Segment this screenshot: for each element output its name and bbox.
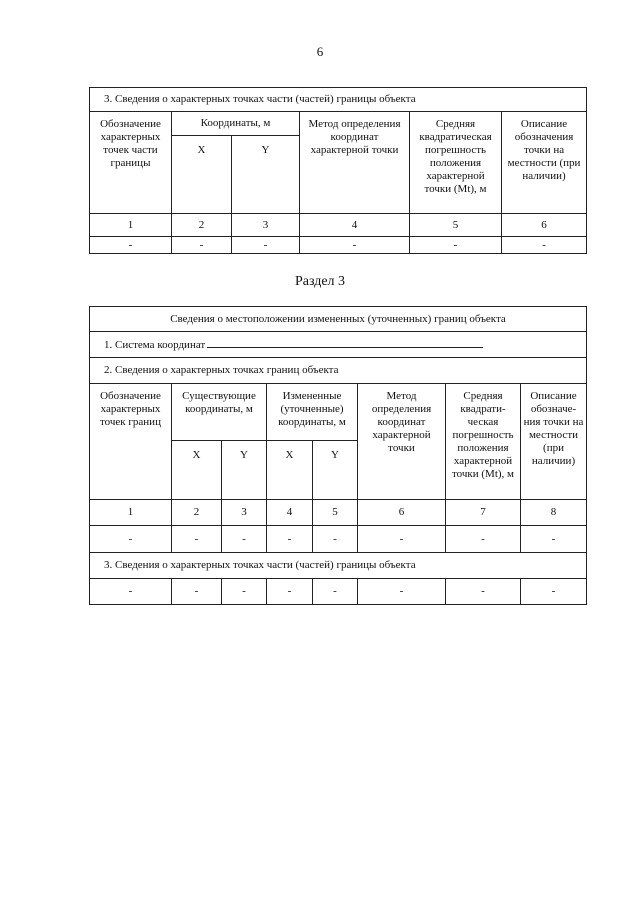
table-cell: -: [90, 526, 172, 553]
table-cell: -: [446, 526, 521, 553]
table-cell: -: [410, 237, 502, 254]
table-cell: -: [172, 579, 222, 605]
table-cell: -: [232, 237, 300, 254]
header-changed-coordinates: Измененные (уточненные) координаты, м: [267, 384, 358, 441]
col-number: 2: [172, 214, 232, 237]
col-number: 1: [90, 500, 172, 526]
table-cell: -: [521, 579, 587, 605]
page-number: 6: [316, 44, 324, 59]
table-cell: -: [502, 237, 587, 254]
col-number: 5: [313, 500, 358, 526]
col-number: 8: [521, 500, 587, 526]
table-cell: -: [300, 237, 410, 254]
table-cell: -: [446, 579, 521, 605]
col-number: 7: [446, 500, 521, 526]
header-y: Y: [232, 136, 300, 214]
col-number: 4: [300, 214, 410, 237]
part-points-caption: 3. Сведения о характерных точках части (частей) границы объекта: [90, 553, 587, 579]
header-existing-coordinates: Существующие координаты, м: [172, 384, 267, 441]
table-cell: -: [313, 526, 358, 553]
col-number: 5: [410, 214, 502, 237]
changed-boundaries-table: [89, 306, 587, 605]
header-y-changed: Y: [313, 441, 358, 500]
table-cell: -: [313, 579, 358, 605]
table-cell: -: [90, 237, 172, 254]
table-cell: -: [222, 579, 267, 605]
col-number: 3: [232, 214, 300, 237]
header-x-existing: X: [172, 441, 222, 500]
coordinate-system-blank: [207, 337, 483, 348]
header-error: Средняя квадратическая погрешность положения характерной точки (Mt), м: [410, 112, 502, 214]
table-cell: -: [172, 237, 232, 254]
col-number: 6: [358, 500, 446, 526]
table-cell: -: [358, 579, 446, 605]
points-caption: 2. Сведения о характерных точках границ объекта: [90, 358, 587, 384]
col-number: 6: [502, 214, 587, 237]
header-x: X: [172, 136, 232, 214]
table1-caption: 3. Сведения о характерных точках части (частей) границы объекта: [90, 88, 587, 112]
header-x-changed: X: [267, 441, 313, 500]
table-cell: -: [267, 579, 313, 605]
table-cell: -: [358, 526, 446, 553]
col-number: 1: [90, 214, 172, 237]
coordinate-system-label: 1. Система координат: [104, 339, 206, 351]
header-coordinates: Координаты, м: [172, 112, 300, 136]
table-cell: -: [222, 526, 267, 553]
table-cell: -: [172, 526, 222, 553]
part-boundary-points-table: [89, 87, 587, 254]
coordinate-system-row: [90, 332, 587, 358]
table-cell: -: [267, 526, 313, 553]
header-description: Описание обозначения точки на местности (при наличии): [502, 112, 587, 214]
header-method: Метод определения координат характерной точки: [358, 384, 446, 500]
header-designation: Обозначение характерных точек части границы: [90, 112, 172, 214]
header-description: Описание обозначе-ния точки на местности (при наличии): [521, 384, 587, 500]
table-cell: -: [90, 579, 172, 605]
col-number: 4: [267, 500, 313, 526]
header-error: Средняя квадрати-ческая погрешность положения характерной точки (Mt), м: [446, 384, 521, 500]
header-method: Метод определения координат характерной точки: [300, 112, 410, 214]
table2-title: Сведения о местоположении измененных (уточненных) границ объекта: [90, 307, 587, 332]
col-number: 3: [222, 500, 267, 526]
section-title: Раздел 3: [294, 274, 346, 289]
col-number: 2: [172, 500, 222, 526]
table-cell: -: [521, 526, 587, 553]
header-designation: Обозначение характерных точек границ: [90, 384, 172, 500]
header-y-existing: Y: [222, 441, 267, 500]
